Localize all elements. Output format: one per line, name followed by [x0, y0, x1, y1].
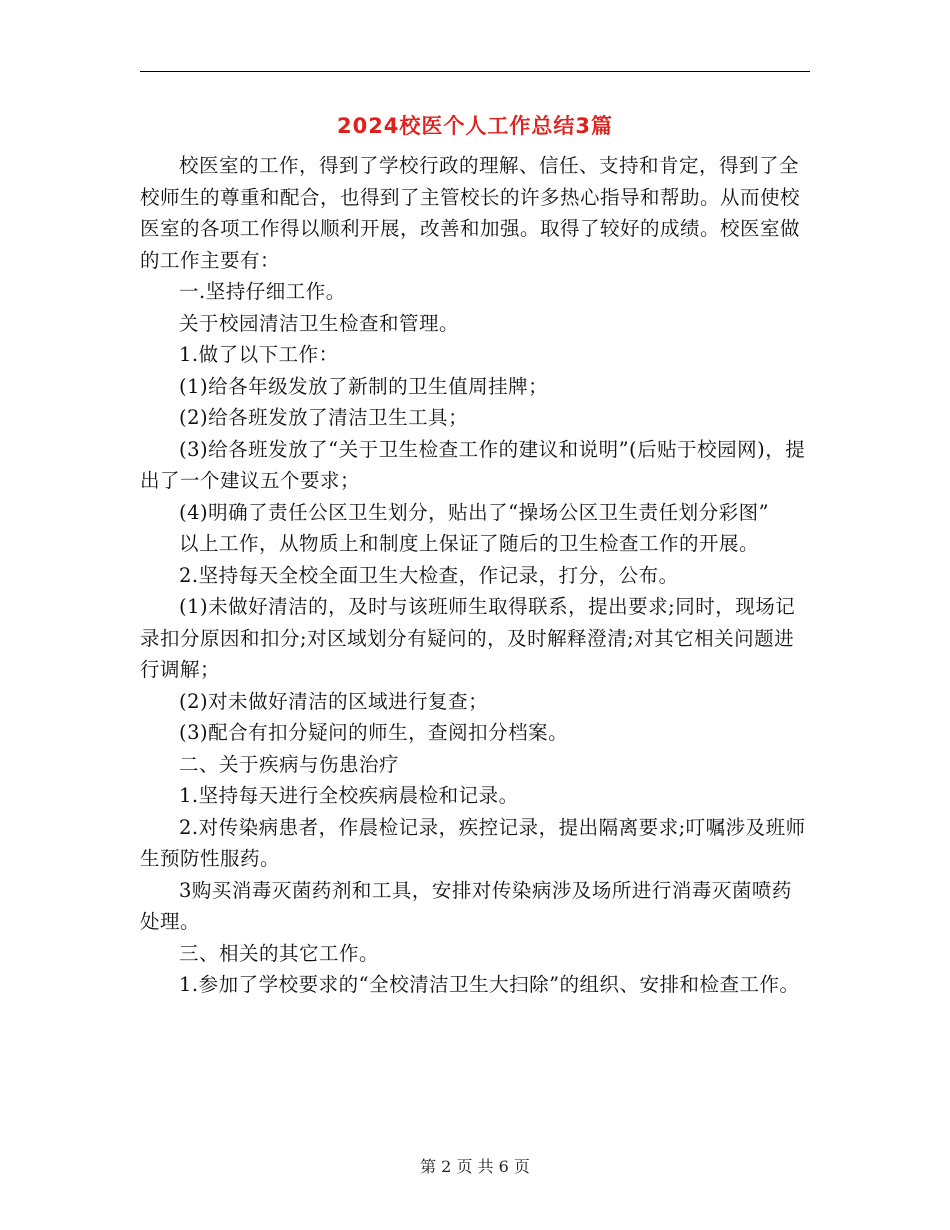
paragraph: 2.坚持每天全校全面卫生大检查，作记录，打分，公布。: [179, 563, 679, 587]
document-title: 2024校医个人工作总结3篇: [336, 114, 614, 138]
paragraph: (1)给各年级发放了新制的卫生值周挂牌；: [179, 374, 549, 398]
paragraph: (3)配合有扣分疑问的师生，查阅扣分档案。: [179, 721, 569, 744]
paragraph: 以上工作，从物质上和制度上保证了随后的卫生检查工作的开展。: [179, 532, 760, 555]
document-body: [140, 150, 810, 1001]
paragraph: (3)给各班发放了“关于卫生检查工作的建议和说明”(后贴于校园网)，提出了一个建议五个要求；: [140, 437, 806, 492]
paragraph: 2.对传染病患者，作晨检记录，疾控记录，提出隔离要求;叮嘱涉及班师生预防性服药。: [140, 815, 806, 870]
paragraph: 三、相关的其它工作。: [179, 941, 380, 965]
paragraph: (2)对未做好清洁的区域进行复查；: [179, 689, 489, 713]
header-rule: [140, 71, 810, 72]
paragraph: 1.参加了学校要求的“全校清洁卫生大扫除”的组织、安排和检查工作。: [179, 973, 800, 996]
paragraph: (1)未做好清洁的，及时与该班师生取得联系，提出要求;同时，现场记录扣分原因和扣分;对区域划分有疑问的，及时解释澄清;对其它相关问题进行调解；: [140, 595, 796, 681]
paragraph: 一.坚持仔细工作。: [179, 280, 346, 303]
paragraph: (4)明确了责任公区卫生划分，贴出了“操场公区卫生责任划分彩图”: [179, 500, 770, 524]
paragraph: 3购买消毒灭菌药剂和工具，安排对传染病涉及场所进行消毒灭菌喷药处理。: [140, 878, 792, 933]
page-footer: 第 2 页 共 6 页: [420, 1157, 530, 1176]
paragraph: 关于校园清洁卫生检查和管理。: [179, 311, 460, 335]
paragraph: (2)给各班发放了清洁卫生工具；: [179, 406, 469, 429]
paragraph: 二、关于疾病与伤患治疗: [179, 752, 400, 776]
paragraph: 校医室的工作，得到了学校行政的理解、信任、支持和肯定，得到了全校师生的尊重和配合，也得到了主管校长的许多热心指导和帮助。从而使校医室的各项工作得以顺利开展，改善和加强。取得了较好的成绩。校医室做的工作主要有：: [140, 154, 801, 272]
paragraph: 1.坚持每天进行全校疾病晨检和记录。: [179, 784, 519, 807]
paragraph: 1.做了以下工作：: [179, 343, 339, 366]
